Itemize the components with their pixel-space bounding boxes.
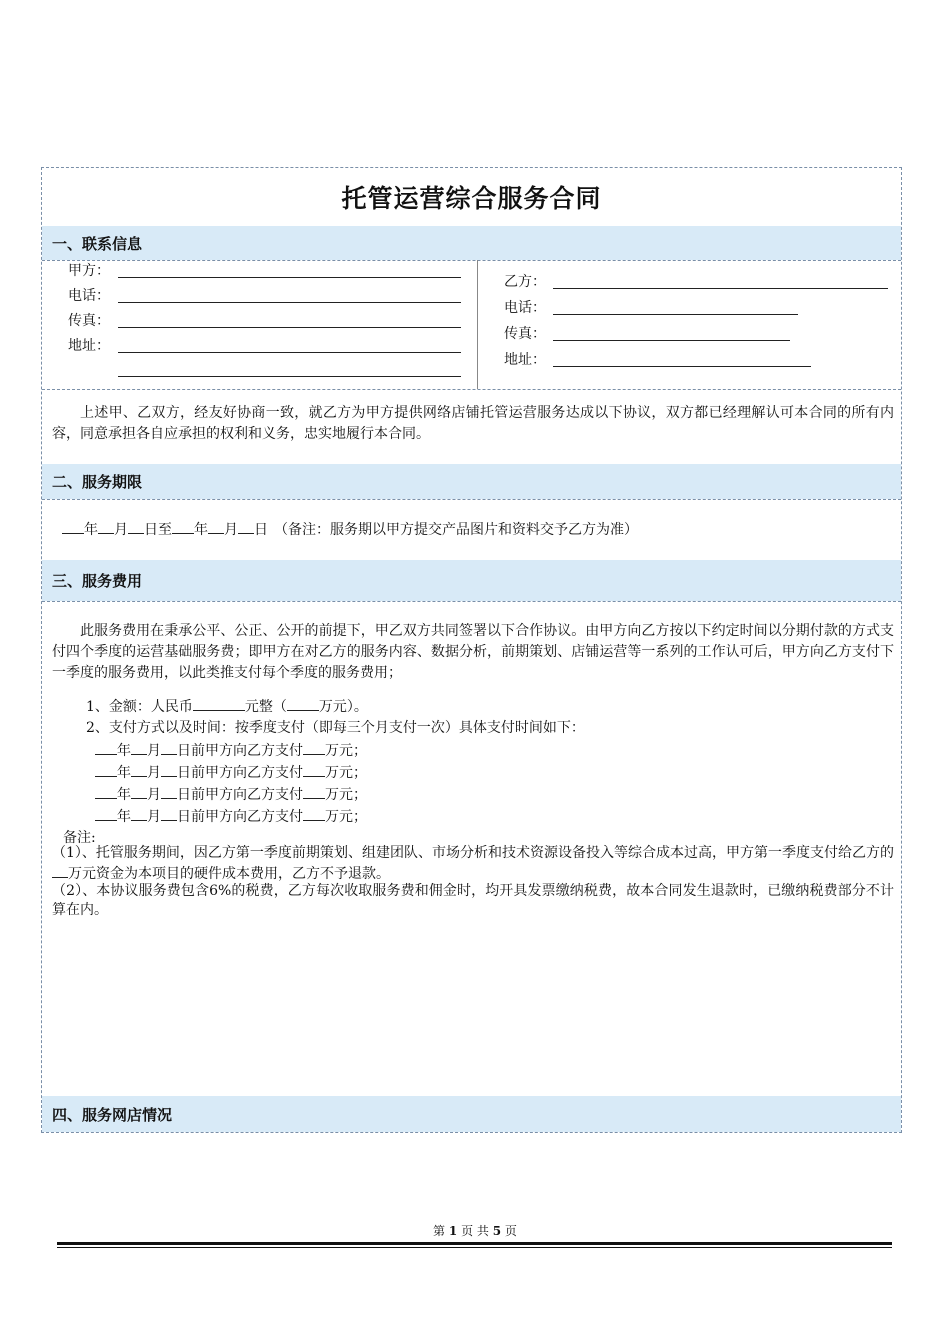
page-mid: 页 共 <box>461 1224 489 1238</box>
installment-month-blank[interactable] <box>131 740 147 755</box>
end-day-blank[interactable] <box>238 519 254 534</box>
installment-year-blank[interactable] <box>95 784 117 799</box>
installment-row <box>95 762 367 784</box>
installment-row <box>95 740 367 762</box>
page-number: 1 <box>448 1224 458 1238</box>
installment-year-blank[interactable] <box>95 762 117 777</box>
party-b-fax-label: 传真： <box>504 326 546 342</box>
amount-mid: 元整（ <box>244 699 287 715</box>
installment-unit: 万元； <box>325 743 367 759</box>
section-contact-header: 一、联系信息 <box>42 226 901 260</box>
divider <box>42 601 901 602</box>
installment-year-blank[interactable] <box>95 806 117 821</box>
installment-unit: 万元； <box>325 765 367 781</box>
contract-sheet <box>41 167 902 1133</box>
party-a-fax-input[interactable] <box>118 327 461 328</box>
installment-month-blank[interactable] <box>131 806 147 821</box>
note-1 <box>52 844 894 884</box>
party-b-fax-input[interactable] <box>553 340 790 341</box>
installment-text: 日前甲方向乙方支付 <box>177 787 303 803</box>
footer-rule-thick <box>57 1242 892 1245</box>
end-month-blank[interactable] <box>208 519 224 534</box>
note-2: （2）、本协议服务费包含6%的税费，乙方每次收取服务费和佣金时，均开具发票缴纳税费，故本合同发生退款时，已缴纳税费部分不计算在内。 <box>52 883 894 918</box>
installment-day-blank[interactable] <box>161 806 177 821</box>
installment-month-blank[interactable] <box>131 784 147 799</box>
section-fee-header: 三、服务费用 <box>42 560 901 601</box>
installment-list <box>95 740 367 828</box>
start-day-blank[interactable] <box>128 519 144 534</box>
month-label: 月 <box>114 522 128 538</box>
column-divider <box>477 260 478 389</box>
page-total: 5 <box>492 1224 502 1238</box>
month-label: 月 <box>147 765 161 781</box>
installment-day-blank[interactable] <box>161 762 177 777</box>
party-a-address-label: 地址： <box>68 338 110 354</box>
year-label: 年 <box>117 809 131 825</box>
party-b-phone-label: 电话： <box>504 300 546 316</box>
page-prefix: 第 <box>433 1224 446 1238</box>
installment-text: 日前甲方向乙方支付 <box>177 743 303 759</box>
start-year-blank[interactable] <box>62 519 84 534</box>
year-label: 年 <box>117 743 131 759</box>
page-footer <box>0 1222 950 1239</box>
installment-row <box>95 784 367 806</box>
page-suffix: 页 <box>504 1224 517 1238</box>
amount-suffix: 万元）。 <box>318 699 368 715</box>
notes-label: 备注: <box>63 830 96 846</box>
end-year-blank[interactable] <box>172 519 194 534</box>
contact-info-block <box>42 260 901 389</box>
service-period-line <box>62 519 638 539</box>
party-a-phone-label: 电话： <box>68 288 110 304</box>
installment-amount-blank[interactable] <box>303 740 325 755</box>
section-period-header: 二、服务期限 <box>42 464 901 499</box>
note-1-part-a: （1）、托管服务期间，因乙方第一季度前期策划、组建团队、市场分析和技术资源设备投入等综合成本过高，甲方第一季度支付给乙方的 <box>52 845 894 861</box>
amount-prefix: 1、金额：人民币 <box>86 699 193 715</box>
year-label: 年 <box>84 522 98 538</box>
period-note: （备注：服务期以甲方提交产品图片和资料交予乙方为准） <box>274 522 638 538</box>
party-b-name-input[interactable] <box>553 288 888 289</box>
footer-rule-thin <box>57 1247 892 1248</box>
installment-amount-blank[interactable] <box>303 762 325 777</box>
month-label: 月 <box>147 809 161 825</box>
to-label: 至 <box>158 522 172 538</box>
document-title: 托管运营综合服务合同 <box>341 184 602 213</box>
party-b-phone-input[interactable] <box>553 314 798 315</box>
payment-method-line: 2、支付方式以及时间：按季度支付（即每三个月支付一次）具体支付时间如下： <box>86 720 585 736</box>
month-label: 月 <box>147 743 161 759</box>
section-shop-header: 四、服务网店情况 <box>42 1096 901 1132</box>
party-b-label: 乙方： <box>504 274 546 290</box>
amount-wan-blank[interactable] <box>287 696 319 711</box>
divider <box>42 499 901 500</box>
party-a-fax-label: 传真： <box>68 313 110 329</box>
installment-amount-blank[interactable] <box>303 806 325 821</box>
installment-year-blank[interactable] <box>95 740 117 755</box>
month-label: 月 <box>224 522 238 538</box>
fee-amount-line <box>86 696 368 716</box>
note-1-amount-blank[interactable] <box>52 863 68 878</box>
installment-unit: 万元； <box>325 787 367 803</box>
party-b-address-input[interactable] <box>553 366 811 367</box>
party-a-name-input[interactable] <box>118 277 461 278</box>
note-1-part-b: 万元资金为本项目的硬件成本费用，乙方不予退款。 <box>68 866 390 882</box>
intro-paragraph: 上述甲、乙双方，经友好协商一致，就乙方为甲方提供网络店铺托管运营服务达成以下协议，双方都已经理解认可本合同的所有内容，同意承担各自应承担的权利和义务，忠实地履行本合同。 <box>52 405 894 442</box>
fee-intro-paragraph: 此服务费用在秉承公平、公正、公开的前提下，甲乙双方共同签署以下合作协议。由甲方向乙方按以下约定时间以分期付款的方式支付四个季度的运营基础服务费；即甲方在对乙方的服务内容、数据分析，前期策划、店铺运营等一系列的工作认可后，甲方向乙方支付下一季度的服务费用，以此类推支付每个季度的服务费用； <box>52 623 894 681</box>
year-label: 年 <box>117 765 131 781</box>
start-month-blank[interactable] <box>98 519 114 534</box>
party-a-phone-input[interactable] <box>118 302 461 303</box>
party-a-label: 甲方： <box>68 263 110 279</box>
installment-day-blank[interactable] <box>161 740 177 755</box>
day-label: 日 <box>254 522 268 538</box>
year-label: 年 <box>194 522 208 538</box>
installment-day-blank[interactable] <box>161 784 177 799</box>
month-label: 月 <box>147 787 161 803</box>
party-b-address-label: 地址： <box>504 352 546 368</box>
installment-text: 日前甲方向乙方支付 <box>177 765 303 781</box>
amount-yuan-blank[interactable] <box>193 696 245 711</box>
installment-text: 日前甲方向乙方支付 <box>177 809 303 825</box>
party-a-address-input[interactable] <box>118 352 461 353</box>
divider <box>42 389 901 390</box>
year-label: 年 <box>117 787 131 803</box>
party-a-address-input-line2[interactable] <box>118 376 461 377</box>
day-label: 日 <box>144 522 158 538</box>
installment-unit: 万元； <box>325 809 367 825</box>
installment-row <box>95 806 367 828</box>
installment-month-blank[interactable] <box>131 762 147 777</box>
installment-amount-blank[interactable] <box>303 784 325 799</box>
